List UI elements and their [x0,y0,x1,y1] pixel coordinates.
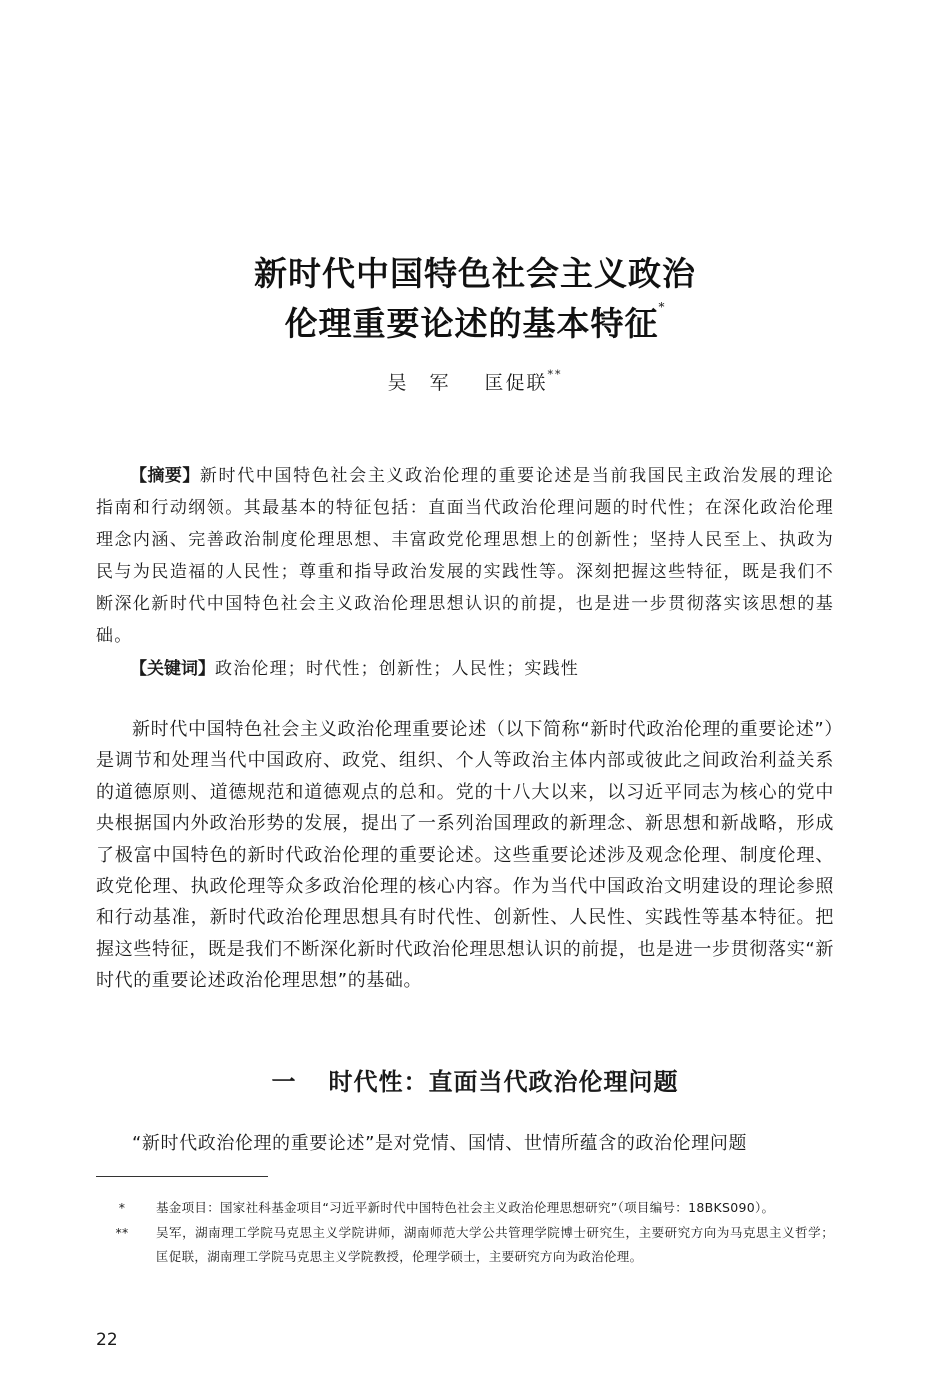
keywords [96,653,834,685]
footnote-divider [96,1176,268,1177]
title-footnote-mark: * [658,300,666,314]
title-text-2: 伦理重要论述的基本特征 [284,304,659,343]
footnote-1-text: 基金项目：国家社科基金项目“习近平新时代中国特色社会主义政治伦理思想研究”（项目编号：18BKS090）。 [156,1200,775,1215]
abstract-text: 新时代中国特色社会主义政治伦理的重要论述是当前我国民主政治发展的理论指南和行动纲领。其最基本的特征包括：直面当代政治伦理问题的时代性；在深化政治伦理理念内涵、完善政治制度伦理思想、丰富政党伦理思想上的创新性；坚持人民至上、执政为民与为民造福的人民性；尊重和指导政治发展的实践性等。深刻把握这些特征，既是我们不断深化新时代中国特色社会主义政治伦理思想认识的前提，也是进一步贯彻落实该思想的基础。 [96,466,834,646]
author-1: 吴 军 [387,372,451,394]
section-first-line: “新时代政治伦理的重要论述”是对党情、国情、世情所蕴含的政治伦理问题 [132,1133,748,1154]
page-number: 22 [96,1330,118,1350]
author-2: 匡促联 [484,372,548,394]
section-number: 一 [271,1067,297,1096]
footnote-1 [96,1196,834,1220]
author-line [0,368,950,395]
author-footnote-mark: ** [547,368,563,381]
footnote-2-mark: ** [115,1225,129,1240]
section-title: 时代性：直面当代政治伦理问题 [328,1067,679,1096]
keywords-text: 政治伦理；时代性；创新性；人民性；实践性 [215,659,579,679]
intro-paragraph: 新时代中国特色社会主义政治伦理重要论述（以下简称“新时代政治伦理的重要论述”）是调节和处理当代中国政府、政党、组织、个人等政治主体内部或彼此之间政治利益关系的道德原则、道德规范和道德观点的总和。党的十八大以来，以习近平同志为核心的党中央根据国内外政治形势的发展，提出了一系列治国理政的新理念、新思想和新战略，形成了极富中国特色的新时代政治伦理的重要论述。这些重要论述涉及观念伦理、制度伦理、政党伦理、执政伦理等众多政治伦理的核心内容。作为当代中国政治文明建设的理论参照和行动基准，新时代政治伦理思想具有时代性、创新性、人民性、实践性等基本特征。把握这些特征，既是我们不断深化新时代政治伦理思想认识的前提，也是进一步贯彻落实“新时代的重要论述政治伦理思想”的基础。 [96,719,834,992]
keywords-label: 【关键词】 [130,659,215,679]
footnote-2-text: 吴军，湖南理工学院马克思主义学院讲师，湖南师范大学公共管理学院博士研究生，主要研究方向为马克思主义哲学；匡促联，湖南理工学院马克思主义学院教授，伦理学硕士，主要研究方向为政治伦理。 [156,1225,834,1264]
title-text-1: 新时代中国特色社会主义政治 [254,254,696,293]
footnote-1-mark: * [118,1200,126,1215]
abstract [96,460,834,652]
article-title-line-2 [0,298,950,345]
article-title-line-1 [0,248,950,295]
abstract-label: 【摘要】 [130,466,200,486]
section-heading [0,1062,950,1097]
footnote-2 [96,1221,834,1269]
